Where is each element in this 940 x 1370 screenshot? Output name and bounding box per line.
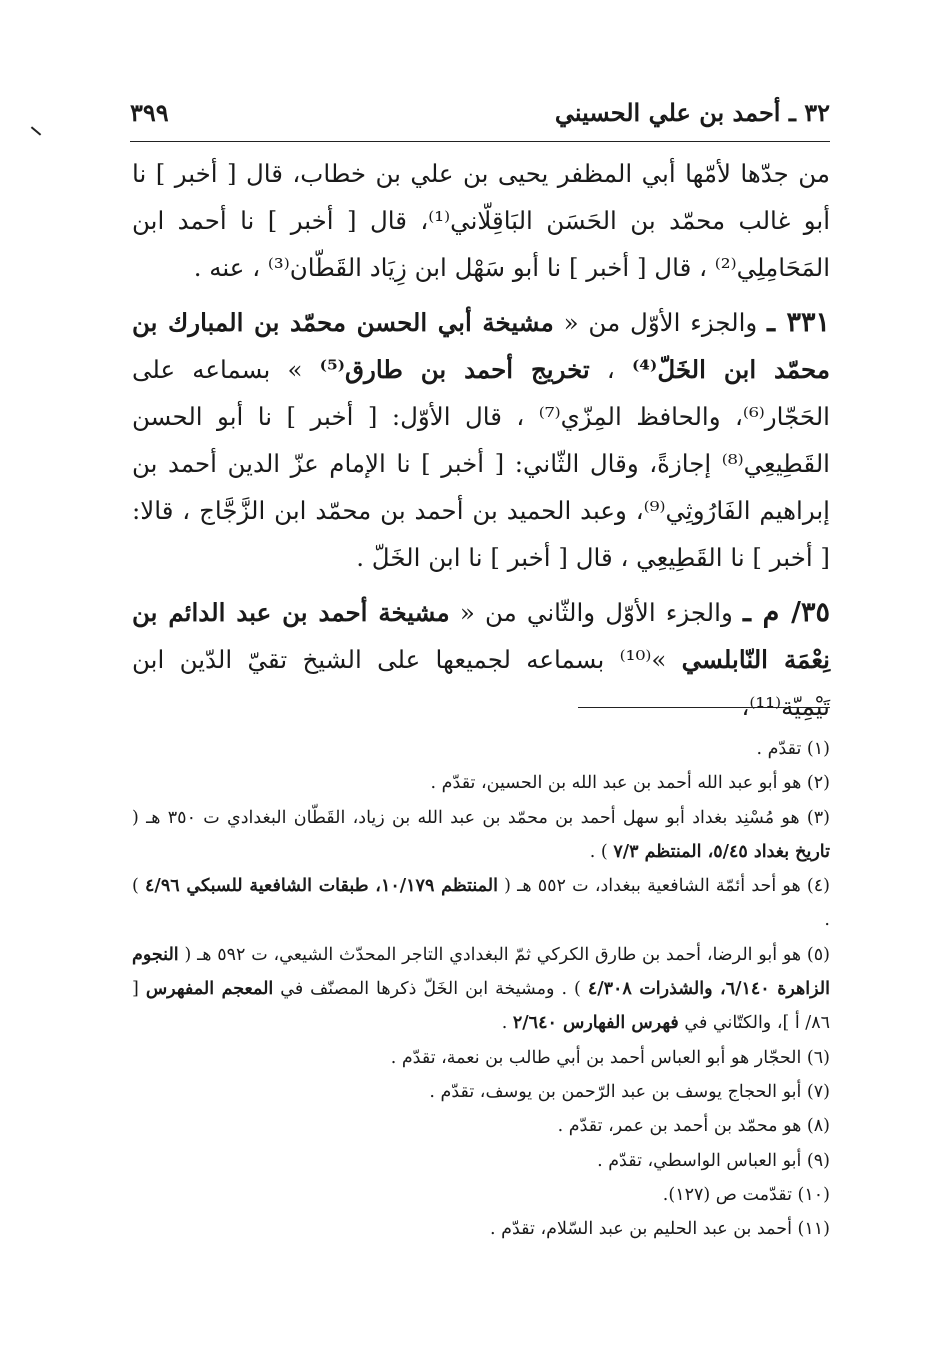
text-run: (٤) هو أحد أئمّة الشافعية ببغداد، ت ٥٥٢ هـ ( xyxy=(504,876,830,897)
header-rule xyxy=(130,141,830,142)
text-run: ) . xyxy=(589,841,608,862)
source-reference: النجوم الزاهرة ٦/١٤٠، والشذرات ٤/٣٠٨ xyxy=(132,944,830,1000)
entry-number: ٣٣١ ـ xyxy=(767,307,831,338)
work-title: مشيخة أبي الحسن محمّد بن المبارك بن محمّد ابن الخَلّ⁽⁴⁾ xyxy=(132,308,830,384)
main-text xyxy=(132,150,830,730)
margin-mark xyxy=(31,126,41,135)
source-reference: فهرس الفهارس ٢/٦٤٠ xyxy=(512,1013,679,1034)
footnote-2: (٢) هو أبو عبد الله أحمد بن عبد الله بن الحسين، تقدّم . xyxy=(430,773,830,794)
text-run: والجزء الأوّل والثّاني من « xyxy=(459,598,733,627)
text-run: ) . xyxy=(132,876,830,931)
footnote-5 xyxy=(132,938,830,1041)
footnote-separator xyxy=(578,707,830,708)
footnote-6: (٦) الحجّار هو أبو العباس أحمد بن أبي طالب بن نعمة، تقدّم . xyxy=(390,1047,830,1068)
text-run: (٣) هو مُسْنِد بغداد أبو سهل أحمد بن محمّد بن عبد الله بن زياد، القَطّان البغدادي ت ٣٥٠ هـ ( xyxy=(132,807,830,828)
chapter-title: ٣٢ ـ أحمد بن علي الحسيني xyxy=(554,98,830,127)
entry-number: ٣٥/ م ـ xyxy=(742,597,830,628)
footnote-1: (١) تقدّم . xyxy=(756,739,830,759)
work-title: مشيخة أحمد بن عبد الدائم بن نِعْمَة النّابلسي xyxy=(132,598,830,674)
text-run: (٥) هو أبو الرضا، أحمد بن طارق الكركي ثمّ البغدادي التاجر المحدّث الشيعي، ت ٥٩٢ هـ ( xyxy=(184,944,830,965)
source-reference: المعجم المفهرس xyxy=(145,979,274,1000)
footnote-3 xyxy=(132,801,830,870)
text-run: » بسماعه على الحَجّار⁽⁶⁾، والحافظ المِزّي⁽⁷⁾ ، قال الأوّل: [ أخبر ] نا أبو الحسن القَطِيعِي⁽⁸⁾ إجازةً، وقال الثّاني: [ أخبر ] نا الإمام عزّ الدين أحمد بن إبراهيم الفَارُوثِي⁽⁹⁾، وعبد الحميد بن أحمد بن محمّد ابن الزَّجَّاج ، قالا: [ أخبر ] نا القَطِيعِي ، قال [ أخبر ] نا ابن الخَلّ . xyxy=(132,355,830,572)
footnote-11: (١١) أحمد بن عبد الحليم بن عبد السّلام، تقدّم . xyxy=(490,1219,830,1240)
source-reference: المنتظم ١٠/١٧٩، طبقات الشافعية للسبكي ٤/٩٦ xyxy=(145,876,498,897)
paragraph-entry-331 xyxy=(132,299,830,581)
text-run: والجزء الأوّل من « xyxy=(563,308,758,337)
paragraph-1: من جدّها لأمّها أبي المظفر يحيى بن علي بن خطاب، قال [ أخبر ] نا أبو غالب محمّد بن الحَسَن البَاقِلّاني⁽¹⁾، قال [ أخبر ] نا أحمد ابن المَحَامِلِي⁽²⁾ ، قال [ أخبر ] نا أبو سَهْل ابن زِيَاد القَطّان⁽³⁾ ، عنه . xyxy=(132,159,830,282)
text-run: »⁽¹⁰⁾ بسماعه لجميعها على الشيخ تقيّ الدّين ابن تَيْمِيّة⁽¹¹⁾، xyxy=(132,645,830,721)
footnote-8: (٨) هو محمّد بن أحمد بن عمر، تقدّم . xyxy=(557,1116,830,1137)
footnote-10: (١٠) تقدّمت ص (١٢٧). xyxy=(662,1184,830,1205)
source-reference: تاريخ بغداد ٥/٤٥، المنتظم ٧/٣ xyxy=(613,841,830,862)
footnote-4 xyxy=(132,869,830,938)
text-run: ، xyxy=(606,355,615,384)
footnote-7: (٧) أبو الحجاج يوسف بن عبد الرّحمن بن يوسف، تقدّم . xyxy=(429,1081,830,1102)
takhrij-title: تخريج أحمد بن طارق⁽⁵⁾ xyxy=(319,355,590,384)
footnote-9: (٩) أبو العباس الواسطي، تقدّم . xyxy=(597,1150,830,1171)
running-header xyxy=(130,96,830,142)
footnotes xyxy=(132,732,830,1246)
text-run: ) . ومشيخة ابن الخَلّ ذكرها المصنّف في xyxy=(280,979,581,1000)
text-run: . xyxy=(501,1013,508,1034)
page-number: ٣٩٩ xyxy=(130,98,169,127)
text-run: [ ٨٦/ أ ]، والكتّاني في xyxy=(132,979,830,1034)
paragraph-entry-35m xyxy=(132,589,830,730)
